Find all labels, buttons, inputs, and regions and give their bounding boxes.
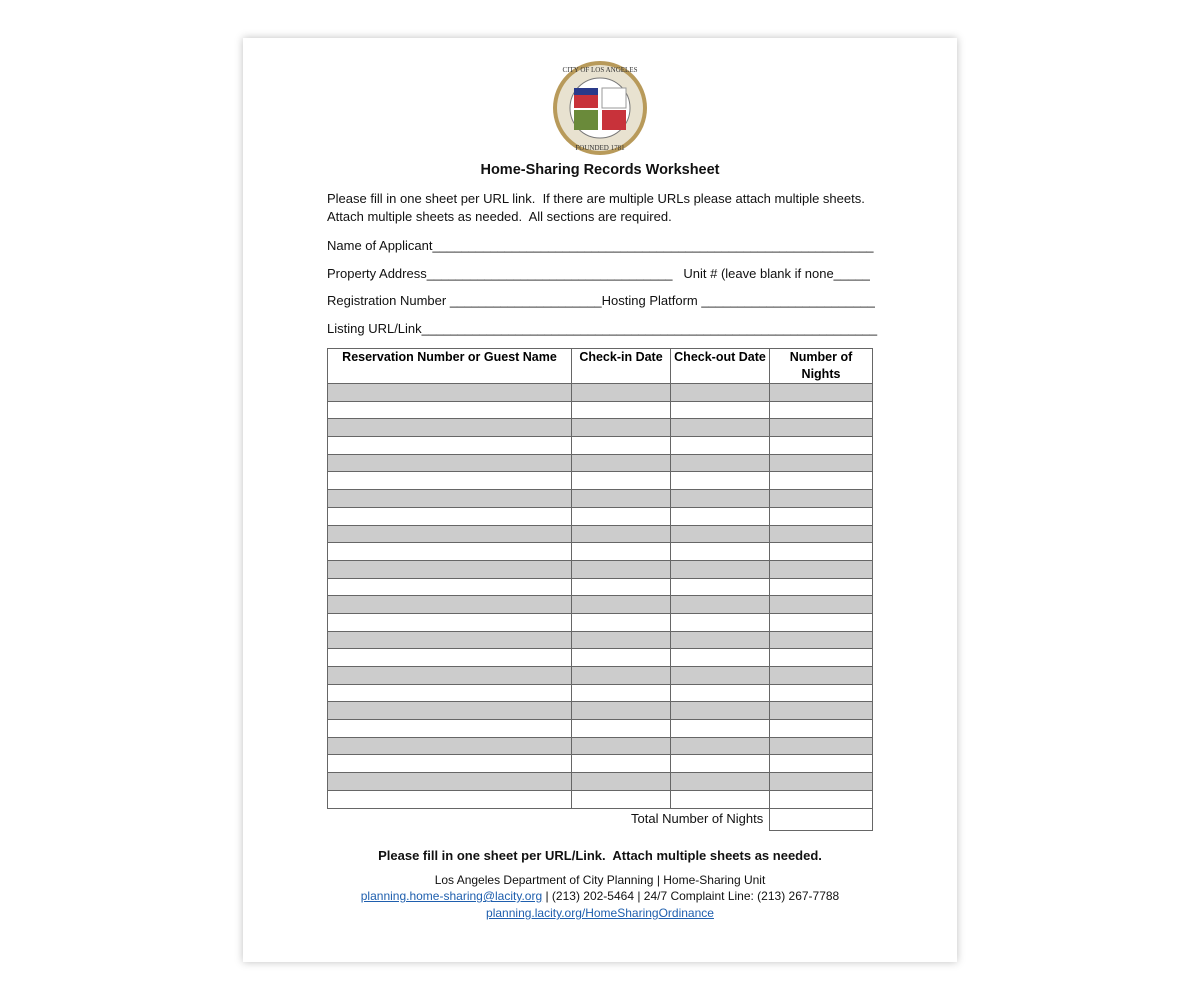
table-cell[interactable]: [770, 755, 873, 773]
table-cell[interactable]: [572, 543, 671, 561]
table-cell[interactable]: [770, 472, 873, 490]
table-cell[interactable]: [671, 667, 770, 685]
table-row: [328, 525, 873, 543]
table-cell[interactable]: [671, 384, 770, 402]
table-cell[interactable]: [671, 790, 770, 808]
table-cell[interactable]: [671, 720, 770, 738]
table-cell[interactable]: [770, 596, 873, 614]
table-cell[interactable]: [770, 790, 873, 808]
email-link[interactable]: planning.home-sharing@lacity.org: [360, 889, 543, 903]
table-cell[interactable]: [572, 631, 671, 649]
table-cell[interactable]: [572, 720, 671, 738]
table-cell[interactable]: [328, 631, 572, 649]
table-cell[interactable]: [328, 437, 572, 455]
table-cell[interactable]: [671, 578, 770, 596]
table-cell[interactable]: [572, 649, 671, 667]
header-check-out: Check-out Date: [671, 349, 770, 384]
table-cell[interactable]: [328, 472, 572, 490]
table-cell[interactable]: [572, 437, 671, 455]
table-cell[interactable]: [671, 649, 770, 667]
table-cell[interactable]: [328, 596, 572, 614]
table-row: [328, 720, 873, 738]
table-cell[interactable]: [770, 560, 873, 578]
document-page: [243, 38, 957, 962]
table-cell[interactable]: [770, 773, 873, 791]
table-cell[interactable]: [572, 667, 671, 685]
header-nights: Number of Nights: [770, 349, 873, 384]
table-cell[interactable]: [770, 613, 873, 631]
table-cell[interactable]: [770, 720, 873, 738]
table-row: [328, 543, 873, 561]
total-nights-label: Total Number of Nights: [631, 811, 764, 826]
footer-notice: Please fill in one sheet per URL/Link. Attach multiple sheets as needed.: [378, 848, 822, 863]
table-cell[interactable]: [328, 684, 572, 702]
table-row: [328, 702, 873, 720]
table-cell[interactable]: [671, 419, 770, 437]
listing-url-field[interactable]: Listing URL/Link_______________________________________________________________: [327, 321, 878, 336]
city-seal-logo: [552, 60, 648, 156]
table-cell[interactable]: [770, 419, 873, 437]
table-row: [328, 384, 873, 402]
table-cell[interactable]: [328, 702, 572, 720]
table-row: [328, 560, 873, 578]
table-row: [328, 419, 873, 437]
table-cell[interactable]: [328, 507, 572, 525]
table-cell[interactable]: [328, 384, 572, 402]
table-row: [328, 490, 873, 508]
table-cell[interactable]: [770, 543, 873, 561]
table-row: [328, 755, 873, 773]
table-cell[interactable]: [572, 490, 671, 508]
table-cell[interactable]: [770, 737, 873, 755]
table-cell[interactable]: [770, 401, 873, 419]
intro-line-2: Attach multiple sheets as needed. All sections are required.: [327, 209, 672, 224]
table-cell[interactable]: [671, 454, 770, 472]
table-cell[interactable]: [328, 401, 572, 419]
table-cell[interactable]: [572, 384, 671, 402]
table-cell[interactable]: [328, 560, 572, 578]
table-cell[interactable]: [671, 613, 770, 631]
table-cell[interactable]: [770, 454, 873, 472]
table-cell[interactable]: [671, 472, 770, 490]
table-cell[interactable]: [671, 755, 770, 773]
table-row: [328, 631, 873, 649]
table-row: [328, 507, 873, 525]
table-cell[interactable]: [671, 507, 770, 525]
table-cell[interactable]: [671, 543, 770, 561]
table-row: [328, 737, 873, 755]
table-cell[interactable]: [572, 507, 671, 525]
table-row: [328, 684, 873, 702]
table-row: [328, 773, 873, 791]
table-cell[interactable]: [328, 773, 572, 791]
table-cell[interactable]: [671, 560, 770, 578]
table-row: [328, 454, 873, 472]
table-cell[interactable]: [572, 773, 671, 791]
table-cell[interactable]: [572, 613, 671, 631]
table-cell[interactable]: [572, 419, 671, 437]
table-cell[interactable]: [572, 790, 671, 808]
table-cell[interactable]: [671, 737, 770, 755]
table-cell[interactable]: [328, 525, 572, 543]
table-cell[interactable]: [770, 684, 873, 702]
table-row: [328, 667, 873, 685]
table-cell[interactable]: [671, 525, 770, 543]
table-cell[interactable]: [671, 702, 770, 720]
table-row: [328, 649, 873, 667]
table-cell[interactable]: [328, 419, 572, 437]
table-cell[interactable]: [328, 543, 572, 561]
table-cell[interactable]: [572, 684, 671, 702]
table-cell[interactable]: [671, 401, 770, 419]
table-row: [328, 613, 873, 631]
table-cell[interactable]: [671, 596, 770, 614]
table-cell[interactable]: [572, 702, 671, 720]
footer-contact: [243, 889, 957, 903]
table-cell[interactable]: [328, 613, 572, 631]
table-cell[interactable]: [572, 472, 671, 490]
table-cell[interactable]: [770, 631, 873, 649]
header-check-in: Check-in Date: [572, 349, 671, 384]
website-link[interactable]: planning.lacity.org/HomeSharingOrdinance: [486, 906, 714, 920]
registration-platform-field[interactable]: Registration Number _____________________Hosting Platform ________________________: [327, 293, 875, 308]
table-cell[interactable]: [770, 384, 873, 402]
seal-bottom-text: FOUNDED 1781: [575, 144, 625, 152]
table-cell[interactable]: [328, 790, 572, 808]
table-cell[interactable]: [572, 596, 671, 614]
table-cell[interactable]: [770, 649, 873, 667]
table-cell[interactable]: [572, 401, 671, 419]
table-cell[interactable]: [328, 667, 572, 685]
table-cell[interactable]: [770, 702, 873, 720]
footer-website: [243, 906, 957, 920]
table-cell[interactable]: [328, 578, 572, 596]
table-cell[interactable]: [770, 578, 873, 596]
table-cell[interactable]: [572, 578, 671, 596]
footer-department: Los Angeles Department of City Planning | Home-Sharing Unit: [434, 873, 766, 887]
table-cell[interactable]: [770, 525, 873, 543]
table-cell[interactable]: [671, 437, 770, 455]
intro-line-1: Please fill in one sheet per URL link. If there are multiple URLs please attach multiple sheets.: [327, 191, 865, 206]
table-cell[interactable]: [572, 560, 671, 578]
page-title: Home-Sharing Records Worksheet: [480, 162, 720, 178]
table-cell[interactable]: [328, 720, 572, 738]
header-reservation: Reservation Number or Guest Name: [328, 349, 572, 384]
table-cell[interactable]: [328, 737, 572, 755]
seal-top-text: CITY OF LOS ANGELES: [562, 66, 638, 74]
table-row: [328, 578, 873, 596]
table-cell[interactable]: [770, 507, 873, 525]
table-cell[interactable]: [572, 737, 671, 755]
table-row: [328, 596, 873, 614]
table-cell[interactable]: [328, 649, 572, 667]
total-nights-field[interactable]: [769, 808, 873, 831]
table-cell[interactable]: [328, 454, 572, 472]
table-cell[interactable]: [671, 773, 770, 791]
records-table: [327, 348, 873, 809]
table-cell[interactable]: [572, 525, 671, 543]
table-cell[interactable]: [671, 684, 770, 702]
table-row: [328, 401, 873, 419]
table-cell[interactable]: [770, 490, 873, 508]
phone-numbers: | (213) 202-5464 | 24/7 Complaint Line: (213) 267-7788: [542, 889, 840, 903]
table-cell[interactable]: [572, 454, 671, 472]
table-row: [328, 790, 873, 808]
table-cell[interactable]: [328, 490, 572, 508]
table-row: [328, 437, 873, 455]
table-cell[interactable]: [328, 755, 572, 773]
table-row: [328, 472, 873, 490]
table-cell[interactable]: [770, 667, 873, 685]
table-cell[interactable]: [671, 490, 770, 508]
applicant-name-field[interactable]: Name of Applicant_____________________________________________________________: [327, 238, 874, 253]
table-cell[interactable]: [572, 755, 671, 773]
property-address-field[interactable]: Property Address__________________________________ Unit # (leave blank if none_____: [327, 266, 870, 281]
table-cell[interactable]: [671, 631, 770, 649]
table-cell[interactable]: [770, 437, 873, 455]
